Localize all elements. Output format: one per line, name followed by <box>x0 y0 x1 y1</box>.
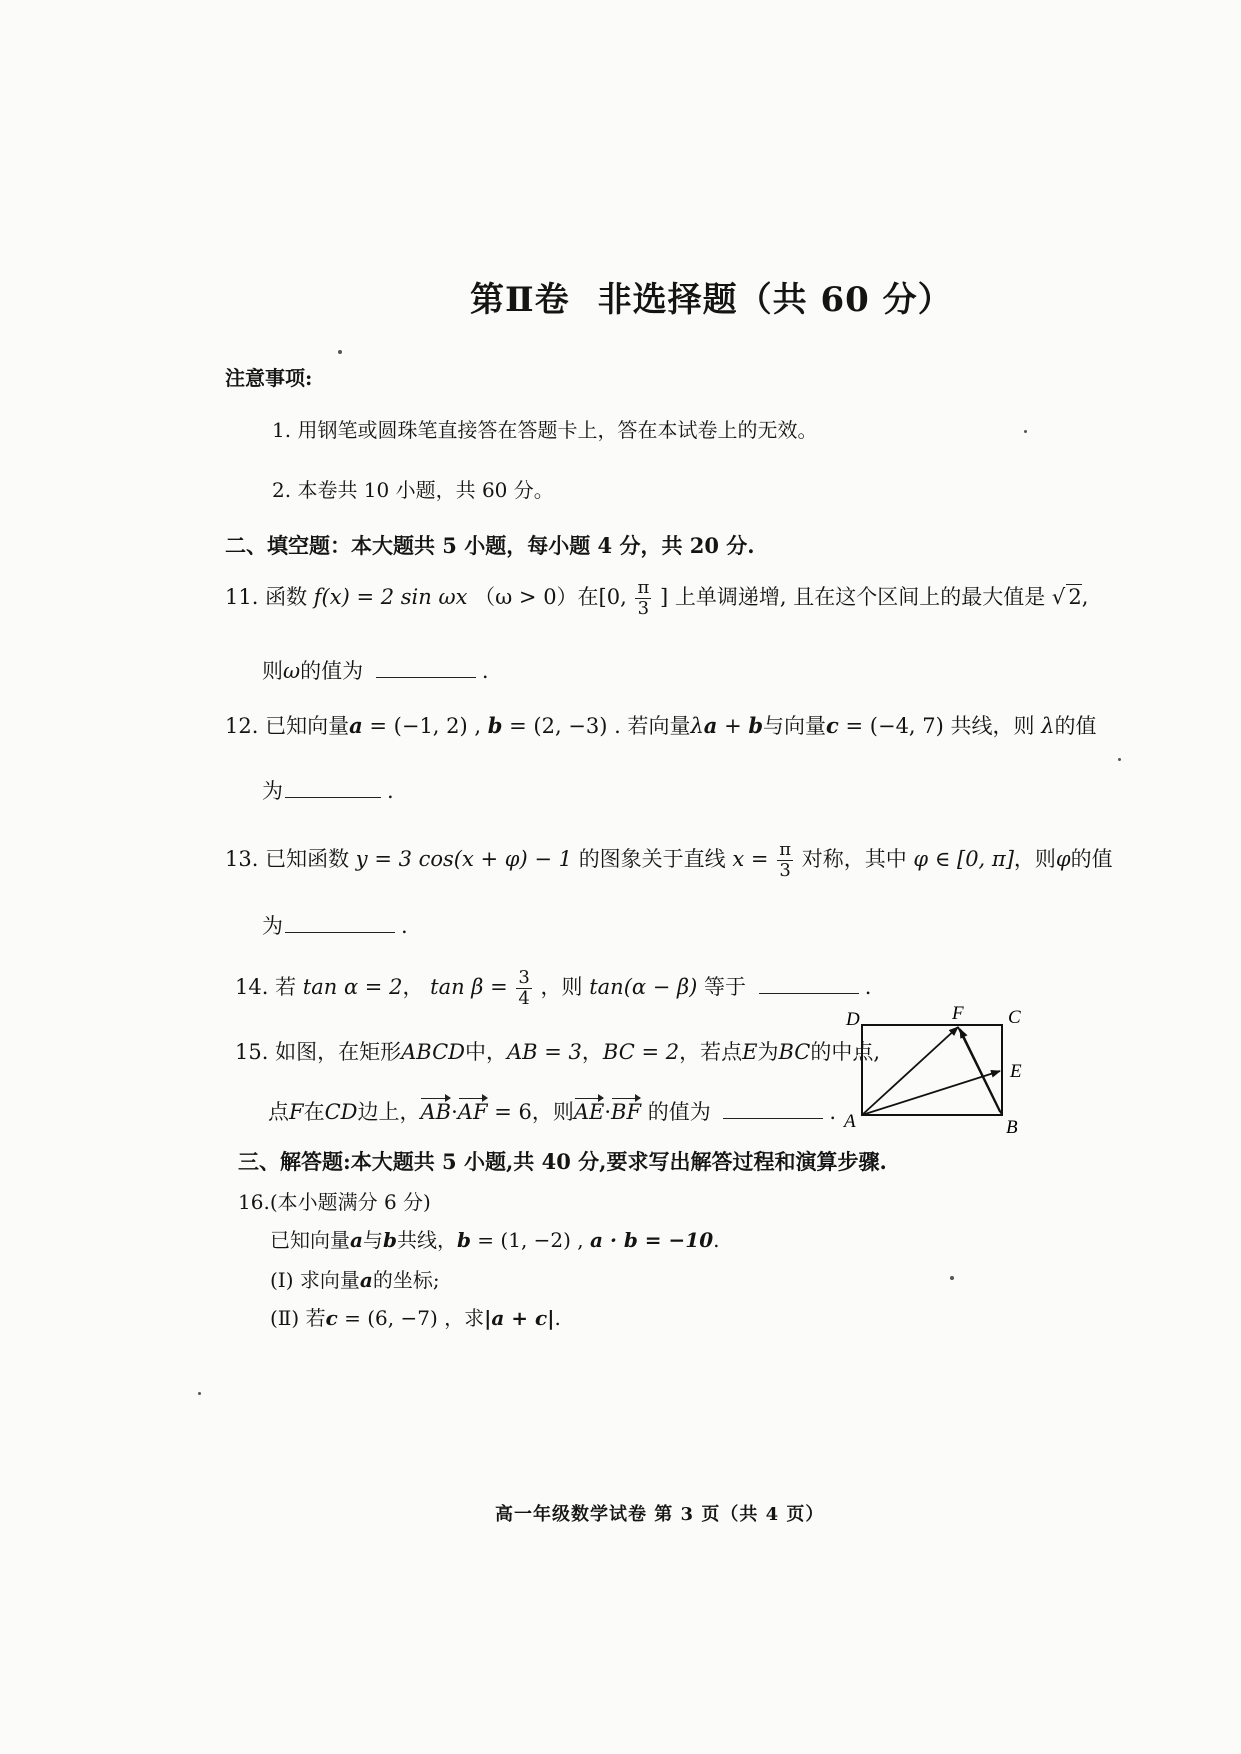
q11-frac-den: 3 <box>637 598 650 619</box>
notice-item-1: 1. 用钢笔或圆珠笔直接答在答题卡上，答在本试卷上的无效。 <box>272 418 818 442</box>
q15-line2-b: 在 <box>303 1100 325 1124</box>
q16-text-1: 已知向量 <box>270 1228 350 1252</box>
question-11-line-2: 则ω的值为 . <box>262 659 489 683</box>
q16-vector-b-2: b <box>456 1228 471 1252</box>
q11-text-1: 函数 <box>265 585 308 609</box>
q16-text-2: 与 <box>362 1228 383 1252</box>
q11-sqrt-sign: √ <box>1051 585 1066 609</box>
q12-line2: 为 <box>262 779 283 803</box>
q14-text-3: ，则 <box>540 975 583 999</box>
q16-part-2-tag: (Ⅱ) <box>270 1306 300 1330</box>
q11-condition: （ω > 0）在[0, <box>474 585 627 609</box>
q14-tan-alpha: tan α = 2 <box>302 975 403 999</box>
scan-speck <box>1024 430 1027 433</box>
q14-expression: tan(α − β) <box>589 975 698 999</box>
q11-line2-b: 的值为 <box>300 659 364 683</box>
q13-frac-num: π <box>779 839 792 860</box>
q11-function: f(x) = 2 sin ωx <box>313 585 468 609</box>
q15-rectangle-figure <box>840 1005 1040 1135</box>
label-f: F <box>952 1005 964 1024</box>
q16-text-6: . <box>713 1228 720 1252</box>
question-16-part-1 <box>270 1264 440 1293</box>
q13-function: y = 3 cos(x + φ) − 1 <box>355 847 572 871</box>
q16-text-4: = (1, −2) , <box>470 1228 584 1252</box>
q16-score: (本小题满分 6 分) <box>269 1190 431 1214</box>
q12-lambda: λ <box>690 714 704 738</box>
q13-x-eq: x = <box>732 847 769 871</box>
vector-af-arrow <box>862 1027 958 1115</box>
q13-text-5: ，则 <box>1013 847 1056 871</box>
q12-text-7: 的值 <box>1054 714 1097 738</box>
question-14: 14. 若 tan α = 2， tan β = $\frac{3}{4}$ ，则 tan(α − β) 等于 . <box>235 967 872 1009</box>
q11-answer-blank[interactable] <box>376 676 476 678</box>
q11-omega: ω <box>283 659 301 683</box>
q11-number: 11. <box>225 585 259 609</box>
q12-answer-blank[interactable] <box>285 796 381 798</box>
q15-text-4: ，若点 <box>679 1040 743 1064</box>
q13-text-6: 的值 <box>1070 847 1113 871</box>
q13-fraction <box>777 840 793 881</box>
q12-vector-b: b <box>487 713 503 738</box>
q14-text-4: 等于 <box>704 975 747 999</box>
q16-vector-b: b <box>382 1228 397 1252</box>
q13-phi: φ <box>1055 847 1071 871</box>
label-a: A <box>844 1111 856 1132</box>
q15-vector-af: AF <box>457 1100 488 1124</box>
q16-text-3: 共线， <box>396 1228 457 1252</box>
q15-line2-d: ，则 <box>531 1100 574 1124</box>
q13-text-2: 的图象关于直线 <box>578 847 726 871</box>
q15-rect: ABCD <box>401 1040 465 1064</box>
title-name: 非选择题（共 60 分） <box>597 280 953 320</box>
question-16-stem <box>270 1224 719 1253</box>
scan-speck <box>198 1392 201 1395</box>
q12-number: 12. <box>225 714 259 738</box>
q16-part-2-end: . <box>554 1306 561 1330</box>
q14-text-2: ， <box>402 975 424 999</box>
q15-point-f: F <box>289 1100 304 1124</box>
label-e: E <box>1010 1061 1022 1082</box>
q16-vector-a: a <box>350 1228 363 1252</box>
q16-part-2-text-a: 若 <box>305 1306 326 1330</box>
q16-part-1-text-b: 的坐标; <box>372 1268 440 1292</box>
q12-vector-b-2: b <box>748 713 764 738</box>
q13-number: 13. <box>225 847 259 871</box>
q14-text-1: 若 <box>275 975 297 999</box>
question-15 <box>235 1036 880 1066</box>
question-12-line-2: 为 . <box>262 779 394 803</box>
question-13-line-2: 为 . <box>262 914 408 938</box>
q12-text-6: = (−4, 7) 共线，则 <box>838 714 1035 738</box>
q12-vector-a: a <box>349 713 363 738</box>
q16-dot-product: a · b = −10 <box>590 1228 714 1252</box>
q15-text-2: 中， <box>465 1040 507 1064</box>
q14-tan-beta: tan β = <box>430 975 508 999</box>
scan-speck <box>1118 758 1121 761</box>
q14-frac-num: 3 <box>518 967 530 988</box>
question-13 <box>225 840 1113 881</box>
q11-line2-a: 则 <box>262 659 283 683</box>
title-part: 第Ⅱ卷 <box>470 280 570 320</box>
q12-vector-c: c <box>826 713 839 738</box>
q15-ab: AB = 3 <box>507 1040 582 1064</box>
q15-line2-c: 边上， <box>357 1100 421 1124</box>
q11-frac-num: π <box>637 577 650 598</box>
q11-sqrt-value: 2 <box>1068 585 1082 609</box>
q13-range: φ ∈ [0, π] <box>913 847 1014 871</box>
q15-number: 15. <box>235 1040 269 1064</box>
q15-text-1: 如图，在矩形 <box>275 1040 402 1064</box>
q12-text-1: 已知向量 <box>265 714 350 738</box>
q15-text-5: 为 <box>757 1040 779 1064</box>
q15-dot-1: · <box>451 1100 458 1124</box>
section-2-heading: 二、填空题：本大题共 5 小题，每小题 4 分，共 20 分. <box>225 533 755 558</box>
question-11 <box>225 578 1088 619</box>
question-12 <box>225 710 1097 740</box>
q12-text-5: 与向量 <box>763 714 827 738</box>
q12-plus: + <box>717 714 749 738</box>
q15-text-6: 的中点, <box>810 1040 881 1064</box>
q13-text-3: 对称，其中 <box>801 847 907 871</box>
page-footer: 高一年级数学试卷 第 3 页（共 4 页） <box>495 1504 825 1525</box>
q15-eq-6: = 6 <box>487 1100 532 1124</box>
q15-vector-ae: AE <box>573 1100 605 1124</box>
label-d: D <box>846 1009 860 1030</box>
q16-part-2-text-c: = (6, −7) ，求 <box>337 1306 485 1330</box>
q15-bc: BC = 2 <box>602 1040 680 1064</box>
q12-lambda-2: λ <box>1041 714 1055 738</box>
question-16-part-2 <box>270 1302 561 1331</box>
q16-number: 16. <box>238 1190 270 1214</box>
label-c: C <box>1008 1007 1021 1028</box>
q12-text-3: = (2, −3) . 若向量 <box>502 714 691 738</box>
label-b: B <box>1006 1117 1018 1135</box>
q13-answer-blank[interactable] <box>285 931 395 933</box>
q14-answer-blank[interactable] <box>759 992 859 994</box>
q11-text-2: ] 上单调递增, 且在这个区间上的最大值是 <box>660 585 1046 609</box>
q15-line2-e: 的值为 <box>647 1100 711 1124</box>
vector-ae-arrow <box>862 1071 1000 1115</box>
q12-text-2: = (−1, 2) , <box>362 714 482 738</box>
scan-speck <box>338 350 342 354</box>
q16-part-1-tag: (Ⅰ) <box>270 1268 294 1292</box>
notice-item-2: 2. 本卷共 10 小题，共 60 分。 <box>272 478 554 502</box>
q15-text-3: ， <box>581 1040 603 1064</box>
q15-point-e: E <box>742 1040 758 1064</box>
q15-dot-2: · <box>604 1100 612 1124</box>
q14-number: 14. <box>235 975 269 999</box>
q15-vector-ab: AB <box>420 1100 452 1124</box>
q15-answer-blank[interactable] <box>723 1117 823 1119</box>
q14-frac-den: 4 <box>518 988 530 1009</box>
scan-speck <box>950 1276 954 1280</box>
q11-end: , <box>1081 585 1089 609</box>
q13-line2: 为 <box>262 914 283 938</box>
page-title <box>470 272 953 321</box>
q13-text-1: 已知函数 <box>265 847 350 871</box>
question-15-line-2: 点F在CD边上，AB·AF = 6，则AE·BF 的值为 . <box>268 1100 837 1124</box>
q15-cd: CD <box>324 1100 358 1124</box>
q15-bc-2: BC <box>778 1040 811 1064</box>
q12-vector-a-2: a <box>703 713 718 738</box>
q11-fraction <box>635 578 651 619</box>
question-16-header <box>238 1186 431 1215</box>
q16-part-2-vector-c: c <box>325 1306 338 1330</box>
q13-frac-den: 3 <box>779 860 791 881</box>
q15-vector-bf: BF <box>611 1100 642 1124</box>
notice-heading: 注意事项: <box>225 366 313 390</box>
q15-line2-a: 点 <box>268 1100 289 1124</box>
q14-fraction <box>516 968 531 1009</box>
q16-part-1-text-a: 求向量 <box>299 1268 360 1292</box>
q16-part-1-vector-a: a <box>359 1268 373 1292</box>
q16-part-2-abs: |a + c| <box>484 1306 555 1330</box>
section-3-heading: 三、解答题:本大题共 5 小题,共 40 分,要求写出解答过程和演算步骤. <box>238 1149 887 1174</box>
